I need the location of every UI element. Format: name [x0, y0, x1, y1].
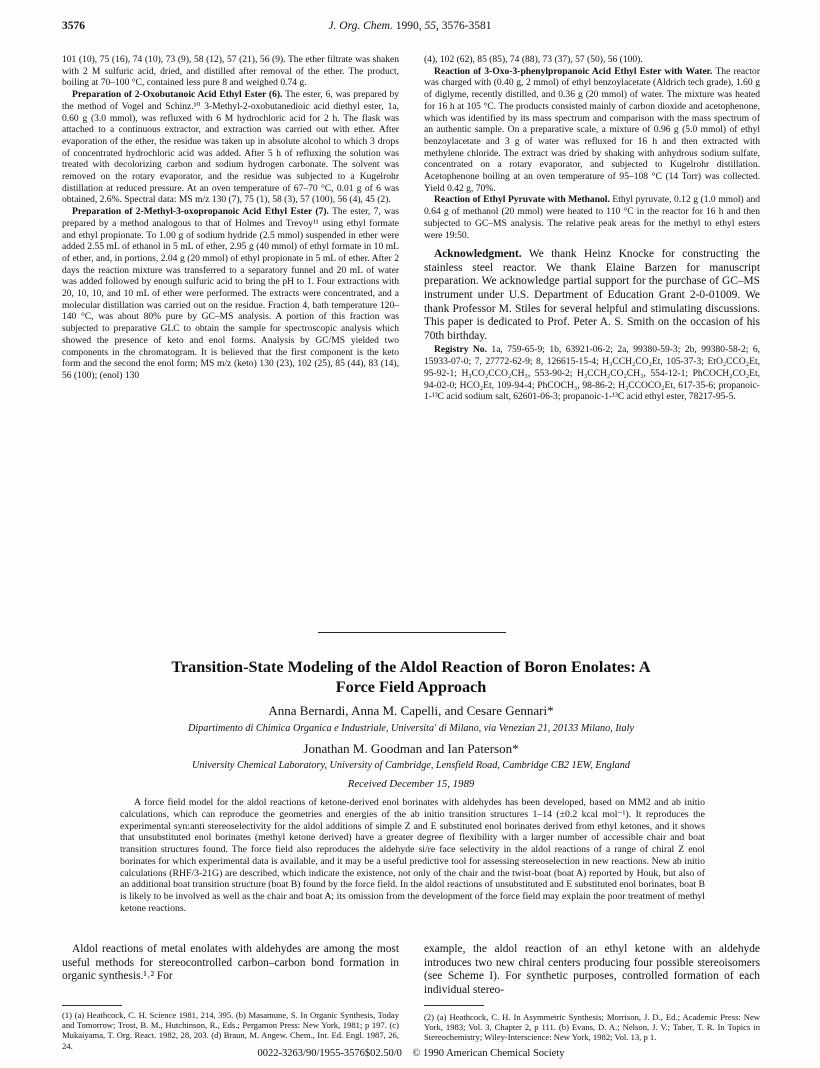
registry-numbers — [424, 344, 760, 403]
journal-citation — [62, 20, 758, 32]
title-line: Transition-State Modeling of the Aldol Reaction of Boron Enolates: A — [171, 658, 651, 676]
intro-right — [424, 943, 760, 997]
affiliation-cambridge: University Chemical Laboratory, University of Cambridge, Lensfield Road, Cambridge CB2 1EW, England — [192, 760, 630, 771]
acknowledgment — [424, 248, 760, 343]
section-heading: Reaction of Ethyl Pyruvate with Methanol. — [434, 194, 610, 206]
paragraph-text: The ester, 6, was prepared by the method of Vogel and Schinz.¹⁰ 3-Methyl-2-oxobutanedioic acid diethyl ester, 1a, 0.60 g (3.0 mmol), was refluxed with 6 M hydrochloric acid for 2 h. The flask was attached to a continuous extractor, and extraction was carried out with ether. After evaporation of the ether, the residue was taken up in absolute alcohol to which 3 drops of concentrated hydrochloric acid was added. After 5 h of refluxing the solution was treated with decolorizing carbon and sodium hydrogen carbonate. The solvent was removed on the rotary evaporator, and the residue was subjected to a Kugelrohr distillation at reduced pressure. At an oven temperature of 67–70 °C, 0.01 g of 6 was obtained, 2.6%. Spectral data: MS m/z 130 (7), 75 (1), 58 (3), 57 (100), 56 (4), 45 (2). — [62, 89, 399, 206]
article-separator — [318, 632, 506, 633]
footnote-1: (1) (a) Heathcock, C. H. Science 1981, 214, 395. (b) Masamune, S. In Organic Synthesis, Today and Tomorrow; Trost, B. M., Hutchinson, R., Eds.; Pergamon Press: New York, 1981; p 197. (c) Mukaiyama, T. Org. React. 1982, 28, 203. (d) Braun, M. Angew. Chem., Int. Ed. Engl. 1987, 26, 24. — [62, 1010, 399, 1051]
paragraph: 101 (10), 75 (16), 74 (10), 73 (9), 58 (12), 57 (21), 56 (9). The ether filtrate was shaken with 2 M sulfuric acid, dried, and distilled after removal of the ether. The product, boiling at 70–100 °C, contained less pure 8 and weighed 0.74 g. — [62, 54, 399, 89]
paragraph: Aldol reactions of metal enolates with aldehydes are among the most useful methods for stereocontrolled carbon–carbon bond formation in organic synthesis.¹˒² For — [62, 943, 399, 982]
paragraph: (4), 102 (62), 85 (85), 74 (88), 73 (37), 57 (50), 56 (100). — [424, 54, 643, 65]
registry-text: 1a, 759-65-9; 1b, 63921-06-2; 2a, 99380-59-3; 2b, 99380-58-2; 6, 15933-07-0; 7, 27772-62-9; 8, 126615-15-4; H₃CCH₂CO₂Et, 105-37-3; EtO₂CCO₂Et, 95-92-1; H₃CO₂CCO₂CH₃, 553-90-2; H₃CCH₂CO₂CH₃, 554-12-1; PhCOCH₂CO₂Et, 94-02-0; HCO₂Et, 109-94-4; PhCOCH₃, 98-86-2; H₃CCOCO₂Et, 617-35-6; propanoic-1-¹³C acid sodium salt, 62601-06-3; propanoic-1-¹³C acid ethyl ester, 78217-95-5. — [424, 344, 761, 403]
copyright: © 1990 American Chemical Society — [412, 1048, 565, 1059]
registry-heading: Registry No. — [434, 344, 487, 356]
paragraph-text: The reactor was charged with (0.40 g, 2 mmol) of ethyl benzoylacetate (Aldrich tech grade), 1.60 g of diglyme, recently distilled, and 0.36 g (20 mmol) of water. The mixture was heated for 16 h at 105 °C. The products consisted mainly of carbon dioxide and acetophenone, which was identified by its mass spectrum and comparison with the mass spectrum of an authentic sample. On a preparative scale, a mixture of 0.96 g (5.0 mmol) of ethyl benzoylacetate and 3 g of water was refluxed for 16 h and then extracted with methylene chloride. The extract was dried by shaking with anhydrous sodium sulfate, concentrated on a rotary evaporator, and subjected to Kugelrohr distillation. Acetophenone boiling at an oven temperature of 95–108 °C (14 Torr) was collected. Yield 0.42 g, 70%. — [424, 65, 760, 194]
paragraph: example, the aldol reaction of an ethyl ketone with an aldehyde introduces two new chiral centers producing four possible stereoisomers (see Scheme I). For synthetic purposes, controlled formation of each individual stereo- — [424, 943, 760, 996]
footnote-rule — [424, 1005, 484, 1006]
article-title — [62, 657, 760, 697]
intro-left — [62, 943, 399, 984]
paragraph — [424, 66, 760, 195]
section-heading: Preparation of 2-Oxobutanoic Acid Ethyl Ester (6). — [72, 89, 283, 101]
section-heading: Reaction of 3-Oxo-3-phenylpropanoic Acid Ethyl Ester with Water. — [434, 65, 713, 77]
paragraph-text: Ethyl pyruvate, 0.12 g (1.0 mmol) and 0.64 g of methanol (20 mmol) were heated to 110 °C in the reactor for 16 h and then subjected to GC–MS analysis. The relative peak areas for the methyl to ethyl esters were 19:50. — [424, 194, 761, 241]
paragraph — [424, 194, 760, 241]
footnote-rule — [62, 1005, 122, 1006]
ack-text: We thank Heinz Knocke for constructing the stainless steel reactor. We thank Elaine Barzen for manuscript preparation. We acknowledge partial support for the purchase of GC–MS instrument under U.S. Department of Education Grant 2-0-01009. We thank Professor M. Stiles for several helpful and stimulating discussions. This paper is dedicated to Prof. Peter A. S. Smith on the occasion of his 70th birthday. — [424, 248, 760, 342]
ack-heading: Acknowledgment. — [434, 248, 522, 261]
paragraph-text: The ester, 7, was prepared by a method analogous to that of Holmes and Trevoy¹¹ using ethyl formate and ethyl propionate. To 1.00 g of sodium hydride (2.5 mmol) suspended in ether were added 2.55 mL of ethanol in 5 mL of ether, 2.95 g (40 mmol) of ethyl formate in 10 mL of ether, and, in portions, 2.04 g (20 mmol) of ethyl propionate in 5 mL of ether. After 2 days the reaction mixture was transferred to a separatory funnel and 20 mL of water was added followed by enough sulfuric acid to bring the pH to 1. Four extractions with 20, 10, 10, and 10 mL of ether were performed. The extracts were concentrated, and a molecular distillation was carried out on the residue. Fraction 4, bath temperature 120–140 °C, was about 80% pure by GC–MS analysis. A portion of this fraction was subjected to preparative GLC to obtain the sample for spectroscopic analysis which showed the presence of keto and enol forms. Analysis by GC/MS yielded two components in the chromatogram. It is believed that the first component is the keto form and the second the enol form; MS m/z (keto) 130 (23), 102 (25), 85 (44), 83 (14), 56 (100); (enol) 130 — [62, 206, 399, 381]
journal-pages: 3576-3581 — [441, 20, 492, 32]
authors-cambridge: Jonathan M. Goodman and Ian Paterson* — [303, 741, 519, 756]
abstract-text: A force field model for the aldol reactions of ketone-derived enol borinates with aldehydes has been developed, based on MM2 and ab initio calculations, which can reproduce the geometries and energies of the ab initio transition structures 1–14 (±0.2 kcal mol⁻¹). It reproduces the experimental syn:anti stereoselectivity for the aldol additions of simple Z and E substituted enol borinates derived from ethyl ketones, and it shows that unsubstituted enol borinates (methyl ketone derived) have a greater degree of flexibility with a larger number of accessible chair and boat transition structures found. The force field also reproduces the aldehyde si/re face selectivity in the aldol reactions of a range of chiral Z enol borinates for which experimental data is available, and it may be a useful predictive tool for assessing stereoselection in new reactions. New ab initio calculations (RHF/3-21G) are described, which indicate the existence, not only of the chair and the twist-boat (boat A) reported by Houk, but also of an additional boat transition structure (boat B) found by the force field. In the aldol reactions of unsubstituted and E substituted enol borinates, boat B is likely to be involved as well as the chair and boat A; its omission from the development of the force field may explain the poor treatment of methyl ketone reactions. — [120, 797, 705, 914]
received-date: Received December 15, 1989 — [347, 778, 475, 790]
affiliation-milano: Dipartimento di Chimica Organica e Industriale, Universita' di Milano, via Venezian 21, 20133 Milano, Italy — [187, 723, 635, 734]
paragraph — [62, 89, 399, 206]
section-heading: Preparation of 2-Methyl-3-oxopropanoic Acid Ethyl Ester (7). — [72, 206, 329, 218]
authors-milano: Anna Bernardi, Anna M. Capelli, and Cesare Gennari* — [268, 703, 554, 718]
right-column — [424, 54, 760, 403]
left-column — [62, 54, 399, 382]
page-number: 3576 — [62, 20, 85, 32]
paragraph — [62, 206, 399, 382]
journal-volume: 55, — [424, 20, 439, 32]
article-code: 0022-3263/90/1955-3576$02.50/0 — [257, 1048, 402, 1059]
running-header — [62, 20, 758, 36]
title-line: Force Field Approach — [335, 678, 487, 696]
journal-year: 1990, — [395, 20, 422, 32]
page-footer — [62, 1048, 760, 1059]
journal-name: J. Org. Chem. — [328, 20, 393, 32]
footnote-2: (2) (a) Heathcock, C. H. In Asymmetric Synthesis; Morrison, J. D., Ed.; Academic Press: New York, 1983; Vol. 3, Chapter 2, p 111. (b) Evans, D. A.; Nelson, J. V.; Taber, T. R. In Topics in Stereochemistry; Wiley-Interscience: New York, 1982; Vol. 13, p 1. — [424, 1012, 760, 1043]
abstract — [120, 797, 705, 915]
